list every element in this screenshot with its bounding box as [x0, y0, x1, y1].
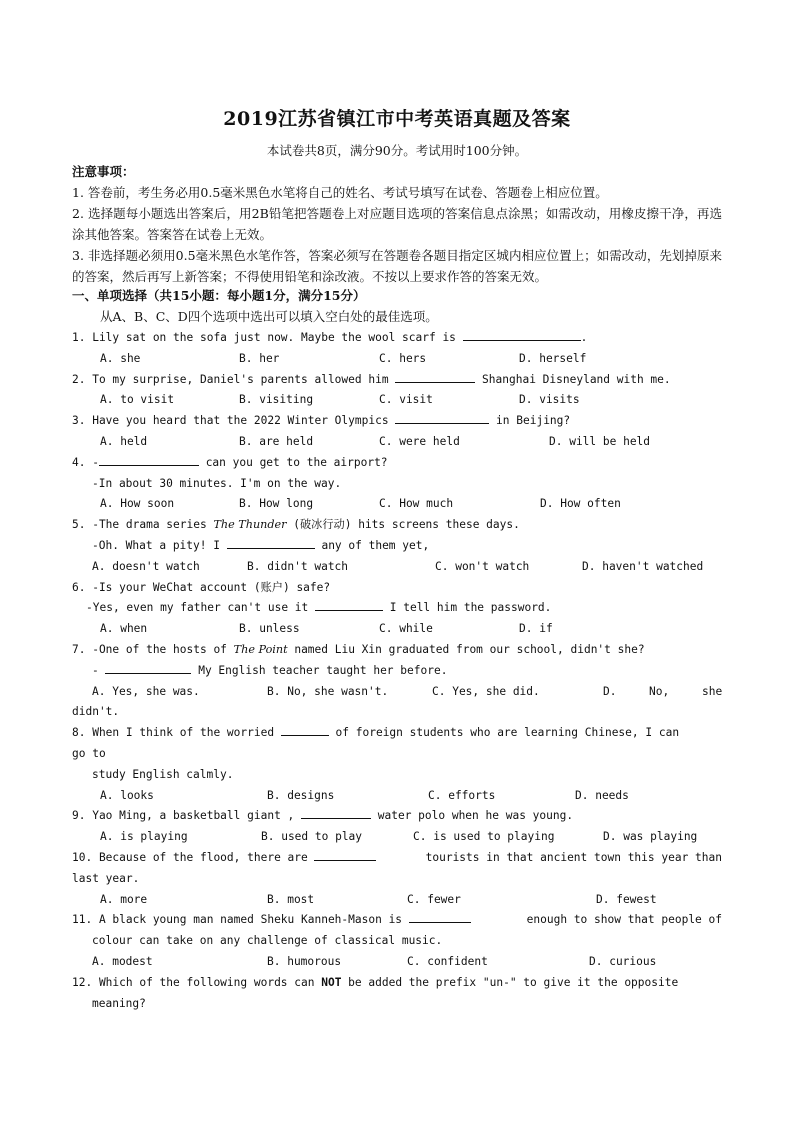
question-9: [72, 806, 722, 827]
question-text: 4. -: [72, 455, 99, 469]
question-8: [72, 723, 722, 744]
options-row: [72, 619, 722, 640]
option-d: D. herself: [519, 351, 587, 365]
question-text: 12. Which of the following words can: [72, 975, 322, 989]
option-b: B. humorous: [267, 954, 342, 968]
option-c: C. is used to playing: [413, 830, 555, 844]
option-d: D.: [603, 684, 617, 698]
question-6: 6. -Is your WeChat account (账户) safe?: [72, 580, 331, 594]
option-b: B. most: [267, 892, 315, 906]
question-text: 9. Yao Ming, a basketball giant ,: [72, 809, 302, 823]
question-12-cont: meaning?: [92, 996, 146, 1010]
question-text: named Liu Xin graduated from our school, didn't she?: [287, 642, 645, 656]
option-a: A. looks: [100, 788, 154, 802]
answer-blank: [227, 536, 315, 549]
options-row: [72, 349, 722, 370]
answer-blank: [395, 370, 475, 383]
option-d-text: No,: [649, 684, 670, 698]
option-c: C. efforts: [428, 788, 496, 802]
question-text: 7. -One of the hosts of: [72, 642, 234, 656]
question-text: 2. To my surprise, Daniel's parents allowed him: [72, 372, 396, 386]
options-row: [72, 827, 722, 848]
option-d: D. needs: [575, 788, 629, 802]
option-c: C. How much: [379, 497, 454, 511]
option-a: A. modest: [92, 954, 153, 968]
answer-blank: [314, 848, 376, 861]
option-d: D. curious: [589, 954, 657, 968]
question-text: 1. Lily sat on the sofa just now. Maybe the wool scarf is: [72, 331, 463, 344]
question-4: [72, 453, 722, 474]
question-text: in Beijing?: [489, 414, 571, 428]
option-b: B. her: [239, 351, 280, 365]
option-a: A. How soon: [100, 497, 175, 511]
options-row: [72, 952, 722, 973]
option-d: D. visits: [519, 393, 580, 407]
question-text: water polo when he was young.: [371, 809, 574, 823]
question-11-cont: colour can take on any challenge of classical music.: [92, 934, 443, 948]
option-c: C. fewer: [407, 892, 461, 906]
question-6-reply: [72, 598, 722, 619]
question-text: (破冰行动) hits screens these days.: [286, 518, 520, 532]
option-b: B. unless: [239, 622, 300, 636]
option-b: B. How long: [239, 497, 314, 511]
option-b: B. designs: [267, 788, 335, 802]
option-c: C. hers: [379, 351, 427, 365]
question-text: be added the prefix "un-" to give it the opposite: [341, 975, 679, 989]
option-d: D. was playing: [603, 830, 698, 844]
option-a: A. is playing: [100, 830, 188, 844]
options-row: [72, 494, 722, 515]
question-text: .: [580, 331, 588, 344]
question-10: [72, 848, 722, 869]
question-text: 8. When I think of the worried: [72, 726, 281, 740]
option-a: A. more: [100, 892, 148, 906]
option-c: C. confident: [407, 954, 488, 968]
question-text-start: [72, 848, 376, 869]
option-b: B. visiting: [239, 393, 314, 407]
option-d: D. How often: [540, 497, 621, 511]
question-3: [72, 411, 722, 432]
option-a: A. held: [100, 434, 148, 448]
question-4-reply: -In about 30 minutes. I'm on the way.: [92, 476, 342, 490]
option-b: B. No, she wasn't.: [267, 684, 389, 698]
notice-item-2: 2. 选择题每小题选出答案后，用2B铅笔把答题卷上对应题目选项的答案信息点涂黑；如需改动，用橡皮擦干净，再选涂其他答案。答案答在试卷上无效。: [72, 206, 722, 242]
question-1: [72, 328, 722, 349]
question-text: 3. Have you heard that the 2022 Winter Olympics: [72, 414, 396, 428]
option-a: A. Yes, she was.: [92, 684, 200, 698]
option-a: A. doesn't watch: [92, 559, 200, 573]
options-row: [72, 432, 722, 453]
question-10-wrap: last year.: [72, 871, 140, 885]
answer-blank: [281, 723, 329, 736]
question-text: enough to show that people of: [526, 913, 722, 927]
options-row: [72, 557, 722, 578]
question-list: [72, 328, 722, 1014]
options-row: [72, 390, 722, 411]
question-text: -Oh. What a pity! I: [92, 538, 227, 552]
question-text: can you get to the airport?: [198, 455, 388, 469]
question-5: [72, 515, 722, 536]
option-c: C. were held: [379, 434, 460, 448]
answer-blank: [463, 328, 581, 341]
option-b: B. used to play: [261, 830, 363, 844]
section-title: 一、单项选择（共15小题：每小题1分，满分15分）: [72, 288, 366, 303]
options-row: [72, 682, 722, 703]
option-d: D. if: [519, 622, 553, 636]
section-instruction: 从A、B、C、D四个选项中选出可以填入空白处的最佳选项。: [100, 309, 438, 324]
answer-blank: [301, 806, 371, 819]
question-text: My English teacher taught her before.: [191, 663, 448, 677]
question-text: -Yes, even my father can't use it: [86, 601, 316, 615]
emphasis-not: NOT: [321, 975, 342, 989]
question-2: [72, 370, 722, 391]
question-text-start: [72, 910, 471, 931]
option-a: A. she: [100, 351, 141, 365]
option-a: A. when: [100, 622, 148, 636]
option-c: C. visit: [379, 393, 433, 407]
answer-blank: [105, 661, 191, 674]
option-b: B. didn't watch: [247, 559, 349, 573]
notice-item-3: 3. 非选择题必须用0.5毫米黑色水笔作答，答案必须写在答题卷各题目指定区城内相应位置上；如需改动，先划掉原来的答案，然后再写上新答案；不得使用铅笔和涂改液。不按以上要求作答的答案无效。: [72, 248, 722, 284]
notice-block: [72, 161, 722, 287]
answer-blank: [395, 411, 489, 424]
option-d: D. fewest: [596, 892, 657, 906]
page-title: 2019江苏省镇江市中考英语真题及答案: [223, 108, 571, 130]
question-8-wrap: go to: [72, 746, 106, 760]
option-c: C. won't watch: [435, 559, 530, 573]
question-8-cont: study English calmly.: [92, 767, 234, 781]
answer-blank: [99, 453, 199, 466]
question-text: 10. Because of the flood, there are: [72, 850, 315, 864]
option-d-wrap: didn't.: [72, 705, 120, 719]
question-text: of foreign students who are learning Chinese, I can: [328, 726, 680, 740]
option-c: C. Yes, she did.: [432, 684, 540, 698]
answer-blank: [409, 910, 471, 923]
options-row: [72, 786, 722, 807]
option-d: D. haven't watched: [582, 559, 704, 573]
options-row: [72, 890, 722, 911]
question-text: tourists in that ancient town this year than: [425, 850, 722, 864]
exam-subtitle: 本试卷共8页，满分90分。考试用时100分钟。: [266, 143, 528, 158]
notice-heading: 注意事项：: [72, 164, 135, 179]
option-d-text: she: [702, 684, 723, 698]
question-text: any of them yet,: [314, 538, 430, 552]
option-b: B. are held: [239, 434, 314, 448]
drama-title: The Thunder: [213, 518, 287, 532]
program-title: The Point: [233, 642, 288, 656]
question-text: I tell him the password.: [383, 601, 552, 615]
option-a: A. to visit: [100, 393, 175, 407]
question-7-reply: [72, 661, 722, 682]
notice-item-1: 1. 答卷前，考生务必用0.5毫米黑色水笔将自己的姓名、考试号填写在试卷、答题卷上相应位置。: [72, 185, 608, 200]
question-text: -: [92, 663, 106, 677]
question-12: [72, 973, 722, 994]
question-11: [72, 910, 722, 931]
question-5-reply: [72, 536, 722, 557]
option-d: D. will be held: [549, 434, 651, 448]
question-text: 5. -The drama series: [72, 518, 214, 532]
question-text: Shanghai Disneyland with me.: [475, 372, 671, 386]
question-7: [72, 640, 722, 661]
option-c: C. while: [379, 622, 433, 636]
question-text: 11. A black young man named Sheku Kanneh-Mason is: [72, 913, 409, 927]
answer-blank: [315, 598, 383, 611]
